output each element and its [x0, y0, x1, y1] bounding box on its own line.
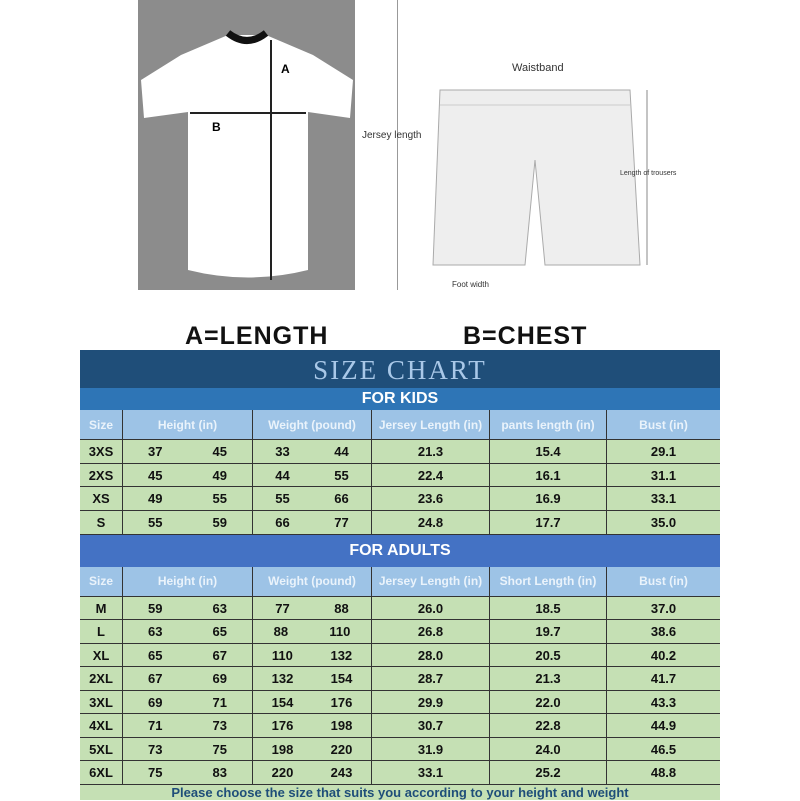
height-max: 45 — [212, 443, 227, 459]
height-cell — [123, 714, 253, 737]
size-cell: M — [80, 597, 123, 620]
pants-length-cell: 25.2 — [490, 761, 607, 784]
height-max: 83 — [212, 765, 227, 780]
height-min: 73 — [148, 741, 163, 757]
marker-a: A — [281, 62, 290, 76]
pants-length-cell: 24.0 — [490, 738, 607, 761]
bust-cell: 43.3 — [650, 694, 677, 710]
waistband-label: Waistband — [512, 62, 564, 74]
pants-length-cell: 15.4 — [490, 440, 607, 463]
size-cell: XS — [80, 487, 123, 510]
weight-cell — [253, 620, 372, 643]
column-header: Jersey Length (in) — [372, 567, 490, 596]
jersey-length-cell: 24.8 — [372, 511, 490, 534]
table-row — [80, 667, 720, 691]
jersey-length-cell: 33.1 — [372, 761, 490, 784]
jersey-length-cell: 23.6 — [372, 487, 490, 510]
height-min: 71 — [148, 718, 163, 733]
weight-max: 220 — [330, 741, 353, 757]
height-cell — [123, 511, 253, 534]
adults-section-header: FOR ADULTS — [80, 535, 720, 567]
pants-length-cell: 22.8 — [490, 714, 607, 737]
height-min: 65 — [148, 647, 163, 663]
table-row — [80, 511, 720, 535]
a-length-label: A=LENGTH — [185, 322, 329, 350]
weight-max: 132 — [330, 647, 353, 663]
table-row — [80, 761, 720, 785]
table-row — [80, 487, 720, 511]
weight-min: 55 — [275, 491, 290, 507]
height-max: 69 — [212, 671, 227, 686]
column-header: Height (in) — [123, 410, 253, 439]
height-min: 49 — [148, 491, 163, 507]
weight-cell — [253, 511, 372, 534]
height-cell — [123, 761, 253, 784]
bust-cell: 29.1 — [650, 443, 677, 459]
height-max: 59 — [212, 514, 227, 530]
foot-width-label: Foot width — [452, 280, 489, 289]
weight-max: 243 — [330, 765, 353, 780]
jersey-length-cell: 29.9 — [372, 691, 490, 714]
column-header: Height (in) — [123, 567, 253, 596]
height-cell — [123, 440, 253, 463]
weight-cell — [253, 714, 372, 737]
size-chart-title: SIZE CHART — [80, 350, 720, 388]
jersey-length-cell: 21.3 — [372, 440, 490, 463]
weight-cell — [253, 667, 372, 690]
jersey-length-cell: 28.7 — [372, 667, 490, 690]
weight-min: 176 — [271, 718, 294, 733]
height-min: 45 — [148, 467, 163, 483]
bust-cell: 31.1 — [650, 467, 677, 483]
jersey-length-cell: 26.0 — [372, 597, 490, 620]
jersey-length-cell: 30.7 — [372, 714, 490, 737]
bust-cell: 40.2 — [650, 647, 677, 663]
height-max: 49 — [212, 467, 227, 483]
height-cell — [123, 620, 253, 643]
height-max: 55 — [212, 491, 227, 507]
trousers-length-label: Length of trousers — [620, 170, 677, 177]
height-cell — [123, 738, 253, 761]
jersey-length-cell: 28.0 — [372, 644, 490, 667]
height-max: 63 — [212, 600, 227, 616]
weight-min: 66 — [275, 514, 290, 530]
height-cell — [123, 597, 253, 620]
bust-cell: 44.9 — [650, 718, 677, 733]
weight-max: 55 — [334, 467, 349, 483]
size-cell: 3XL — [80, 691, 123, 714]
height-max: 75 — [212, 741, 227, 757]
table-row — [80, 644, 720, 668]
bust-cell: 33.1 — [650, 491, 677, 507]
weight-max: 198 — [330, 718, 353, 733]
weight-max: 88 — [334, 600, 349, 616]
height-cell — [123, 464, 253, 487]
shorts-illustration — [425, 80, 655, 280]
weight-max: 77 — [334, 514, 349, 530]
adults-header-row — [80, 567, 720, 597]
height-min: 63 — [148, 624, 163, 639]
weight-min: 220 — [271, 765, 294, 780]
column-header: Bust (in) — [639, 417, 688, 432]
jersey-length-label: Jersey length — [362, 130, 422, 141]
table-row — [80, 738, 720, 762]
pants-length-cell: 19.7 — [490, 620, 607, 643]
b-chest-label: B=CHEST — [463, 322, 588, 350]
height-max: 73 — [212, 718, 227, 733]
weight-cell — [253, 440, 372, 463]
size-cell: 4XL — [80, 714, 123, 737]
column-header: Size — [80, 410, 123, 439]
bust-cell: 35.0 — [650, 514, 677, 530]
jersey-length-line — [397, 0, 398, 290]
weight-min: 77 — [275, 600, 290, 616]
weight-max: 176 — [330, 694, 353, 710]
column-header: Short Length (in) — [490, 567, 607, 596]
size-cell: XL — [80, 644, 123, 667]
jersey-length-cell: 31.9 — [372, 738, 490, 761]
height-min: 69 — [148, 694, 163, 710]
bust-cell: 38.6 — [650, 624, 677, 639]
table-row — [80, 691, 720, 715]
weight-cell — [253, 487, 372, 510]
jersey-diagram — [138, 0, 355, 290]
weight-max: 66 — [334, 491, 349, 507]
size-cell: S — [80, 511, 123, 534]
weight-cell — [253, 761, 372, 784]
height-max: 67 — [212, 647, 227, 663]
table-row — [80, 464, 720, 488]
column-header: Weight (pound) — [253, 410, 372, 439]
bust-cell: 41.7 — [650, 671, 677, 686]
column-header: Bust (in) — [639, 574, 688, 589]
size-cell: 5XL — [80, 738, 123, 761]
weight-cell — [253, 738, 372, 761]
height-min: 67 — [148, 671, 163, 686]
weight-min: 198 — [271, 741, 294, 757]
size-cell: 2XL — [80, 667, 123, 690]
weight-min: 154 — [271, 694, 294, 710]
height-cell — [123, 487, 253, 510]
size-cell: L — [80, 620, 123, 643]
height-max: 71 — [212, 694, 227, 710]
weight-cell — [253, 464, 372, 487]
jersey-length-cell: 22.4 — [372, 464, 490, 487]
pants-length-cell: 16.1 — [490, 464, 607, 487]
kids-section-header: FOR KIDS — [80, 388, 720, 410]
jersey-illustration — [138, 0, 355, 290]
kids-header-row — [80, 410, 720, 440]
weight-min: 33 — [275, 443, 290, 459]
bust-cell: 46.5 — [650, 741, 677, 757]
jersey-length-cell: 26.8 — [372, 620, 490, 643]
pants-length-cell: 22.0 — [490, 691, 607, 714]
height-max: 65 — [212, 624, 227, 639]
height-cell — [123, 691, 253, 714]
height-min: 75 — [148, 765, 163, 780]
size-cell: 6XL — [80, 761, 123, 784]
weight-min: 132 — [271, 671, 294, 686]
table-row — [80, 620, 720, 644]
weight-cell — [253, 644, 372, 667]
weight-cell — [253, 597, 372, 620]
pants-length-cell: 21.3 — [490, 667, 607, 690]
bust-cell: 37.0 — [650, 600, 677, 616]
size-cell: 3XS — [80, 440, 123, 463]
height-cell — [123, 667, 253, 690]
weight-min: 88 — [273, 624, 289, 639]
pants-length-cell: 16.9 — [490, 487, 607, 510]
marker-b: B — [212, 120, 221, 134]
column-header: Jersey Length (in) — [372, 410, 490, 439]
column-header: pants length (in) — [490, 410, 607, 439]
table-row — [80, 714, 720, 738]
footer-note: Please choose the size that suits you according to your height and weight — [80, 785, 720, 800]
weight-min: 44 — [275, 467, 290, 483]
column-header: Size — [80, 567, 123, 596]
pants-length-cell: 20.5 — [490, 644, 607, 667]
height-min: 55 — [148, 514, 163, 530]
weight-min: 110 — [271, 647, 293, 663]
weight-max: 44 — [334, 443, 349, 459]
size-cell: 2XS — [80, 464, 123, 487]
size-chart-table — [80, 350, 720, 800]
weight-max: 154 — [330, 671, 353, 686]
bust-cell: 48.8 — [650, 765, 677, 780]
weight-max: 110 — [329, 624, 351, 639]
height-min: 59 — [148, 600, 163, 616]
table-row — [80, 440, 720, 464]
pants-length-cell: 18.5 — [490, 597, 607, 620]
column-header: Weight (pound) — [253, 567, 372, 596]
weight-cell — [253, 691, 372, 714]
height-cell — [123, 644, 253, 667]
pants-length-cell: 17.7 — [490, 511, 607, 534]
table-row — [80, 597, 720, 621]
height-min: 37 — [148, 443, 163, 459]
